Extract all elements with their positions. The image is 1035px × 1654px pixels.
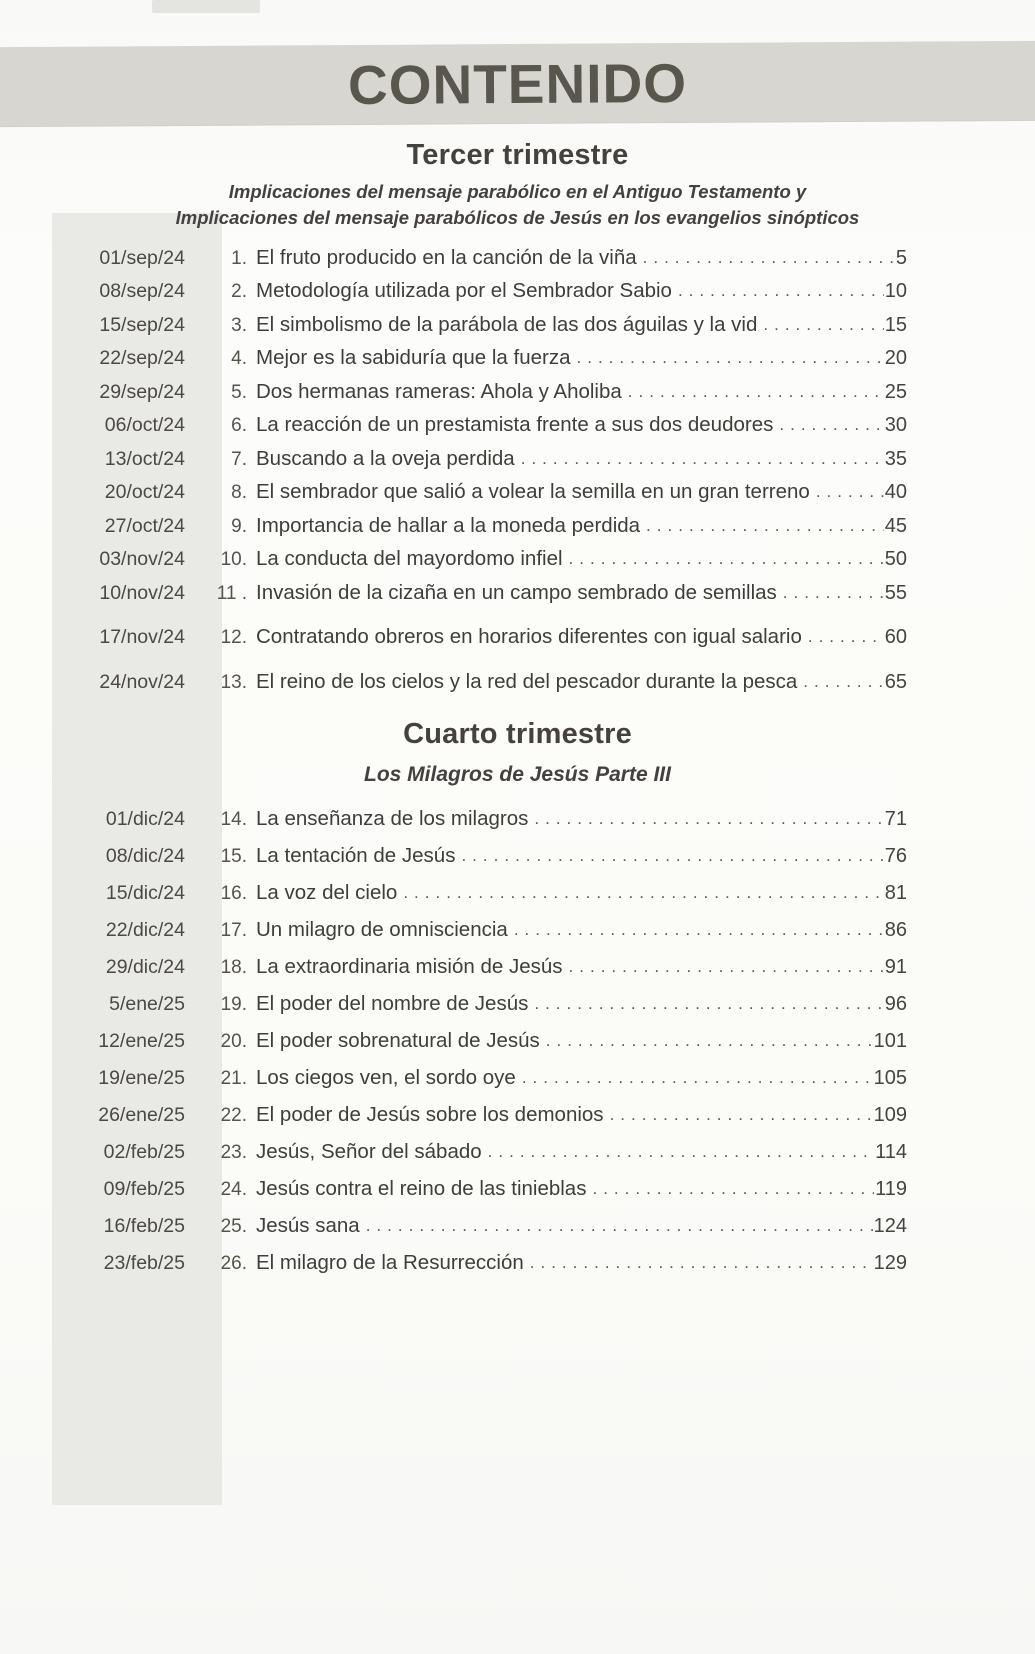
toc-page-number: 30: [884, 414, 907, 437]
toc-page-number: 109: [873, 1103, 907, 1126]
toc-title: El reino de los cielos y la red del pescador durante la pesca: [256, 669, 798, 693]
toc-title: Contratando obreros en horarios diferentes con igual salario: [256, 625, 802, 649]
table-row: [0, 547, 1035, 581]
toc-page-number: 91: [884, 955, 907, 978]
scan-smudge: [152, 0, 260, 13]
toc-dots-leader: [569, 549, 884, 569]
toc-title: La conducta del mayordomo infiel: [256, 547, 563, 571]
toc-title: Invasión de la cizaña en un campo sembrado de semillas: [256, 580, 777, 604]
toc-dots-leader: [403, 883, 883, 903]
toc-date: 20/oct/24: [104, 481, 185, 504]
toc-date: 15/dic/24: [105, 881, 185, 904]
toc-title: El simbolismo de la parábola de las dos águilas y la vid: [256, 312, 758, 336]
toc-page-number: 45: [884, 514, 907, 537]
toc-number: 11 .: [216, 582, 247, 604]
toc-page-number: 40: [884, 481, 907, 504]
table-row: [0, 480, 1035, 514]
toc-dots-leader: [461, 846, 883, 866]
toc-number: 12.: [220, 627, 247, 649]
toc-title: El milagro de la Resurrección: [256, 1250, 524, 1274]
toc-title: El poder del nombre de Jesús: [256, 991, 529, 1015]
table-row: [0, 346, 1035, 380]
table-row: [0, 1140, 1035, 1177]
table-row: [0, 918, 1035, 955]
toc-page-number: 124: [873, 1214, 907, 1237]
toc-number: 26.: [220, 1252, 247, 1274]
toc-dots-leader: [569, 957, 884, 977]
toc-date: 22/sep/24: [99, 347, 185, 370]
table-row: [0, 1214, 1035, 1251]
toc-date: 08/sep/24: [99, 280, 185, 303]
toc-page-number: 105: [873, 1066, 907, 1089]
toc-number: 15.: [220, 845, 247, 867]
toc-dots-leader: [514, 920, 884, 940]
toc-date: 26/ene/25: [98, 1103, 185, 1126]
toc-dots-leader: [610, 1105, 873, 1125]
toc-date: 29/dic/24: [105, 955, 185, 978]
toc-page-number: 96: [884, 992, 907, 1015]
toc-number: 17.: [220, 919, 247, 941]
toc-rows: [0, 807, 1035, 1288]
toc-date: 01/sep/24: [99, 246, 185, 269]
toc-page-number: 71: [884, 807, 907, 830]
toc-dots-leader: [803, 672, 883, 692]
toc-title: Mejor es la sabiduría que la fuerza: [256, 346, 571, 370]
toc-dots-leader: [592, 1179, 874, 1199]
toc-page-number: 35: [884, 447, 907, 470]
toc-number: 5.: [231, 381, 247, 403]
toc-number: 16.: [220, 882, 247, 904]
toc-title: Jesús sana: [256, 1213, 360, 1237]
toc-date: 19/ene/25: [98, 1066, 185, 1089]
toc-number: 2.: [231, 281, 247, 303]
toc-dots-leader: [783, 583, 884, 603]
toc-page-number: 129: [873, 1251, 907, 1274]
toc-date: 06/oct/24: [104, 414, 185, 437]
table-row: [0, 514, 1035, 548]
page-header-band: [0, 41, 1035, 126]
toc-date: 12/ene/25: [98, 1029, 185, 1052]
toc-date: 5/ene/25: [109, 992, 185, 1015]
toc-date: 24/nov/24: [99, 670, 185, 693]
toc-number: 4.: [231, 348, 247, 370]
toc-date: 22/dic/24: [105, 918, 185, 941]
table-row: [0, 625, 1035, 659]
toc-title: El poder sobrenatural de Jesús: [256, 1028, 540, 1052]
table-row: [0, 807, 1035, 844]
toc-title: La enseñanza de los milagros: [256, 806, 529, 830]
toc-page-number: 10: [884, 280, 907, 303]
table-row: [0, 881, 1035, 918]
toc-number: 22.: [220, 1104, 247, 1126]
toc-dots-leader: [488, 1142, 874, 1162]
toc-dots-leader: [816, 482, 884, 502]
toc-page-number: 25: [884, 380, 907, 403]
toc-date: 08/dic/24: [105, 844, 185, 867]
table-row: [0, 581, 1035, 615]
toc-page-number: 20: [884, 347, 907, 370]
table-row: [0, 844, 1035, 881]
toc-dots-leader: [646, 516, 884, 536]
section-tercer-trimestre: [0, 139, 1035, 703]
table-row: [0, 447, 1035, 481]
toc-page-number: 76: [884, 844, 907, 867]
toc-dots-leader: [678, 281, 884, 301]
toc-date: 03/nov/24: [99, 548, 185, 571]
toc-dots-leader: [546, 1031, 873, 1051]
toc-title: La extraordinaria misión de Jesús: [256, 954, 563, 978]
toc-date: 17/nov/24: [99, 626, 185, 649]
toc-title: Importancia de hallar a la moneda perdida: [256, 513, 641, 537]
toc-title: Jesús, Señor del sábado: [256, 1139, 482, 1163]
toc-page-number: 119: [875, 1177, 907, 1200]
toc-dots-leader: [366, 1216, 873, 1236]
toc-page-number: 55: [884, 581, 907, 604]
toc-content: [0, 139, 1035, 1288]
table-row: [0, 413, 1035, 447]
table-row: [0, 279, 1035, 313]
table-row: [0, 1177, 1035, 1214]
toc-date: 29/sep/24: [99, 380, 185, 403]
toc-number: 3.: [231, 314, 247, 336]
toc-title: La voz del cielo: [256, 880, 398, 904]
toc-date: 10/nov/24: [99, 581, 185, 604]
toc-title: Buscando a la oveja perdida: [256, 446, 515, 470]
toc-date: 23/feb/25: [103, 1251, 185, 1274]
toc-number: 14.: [220, 808, 247, 830]
toc-page-number: 86: [884, 918, 907, 941]
toc-page-number: 50: [884, 548, 907, 571]
table-row: [0, 1103, 1035, 1140]
toc-number: 18.: [220, 956, 247, 978]
toc-date: 09/feb/25: [103, 1177, 185, 1200]
toc-number: 1.: [231, 247, 247, 269]
toc-date: 01/dic/24: [105, 807, 185, 830]
toc-number: 20.: [220, 1030, 247, 1052]
toc-title: El sembrador que salió a volear la semilla en un gran terreno: [256, 480, 810, 504]
toc-title: Un milagro de omnisciencia: [256, 917, 508, 941]
toc-number: 23.: [220, 1141, 247, 1163]
page-title: CONTENIDO: [347, 51, 688, 116]
toc-dots-leader: [763, 315, 883, 335]
toc-page-number: 65: [884, 670, 907, 693]
table-row: [0, 1029, 1035, 1066]
toc-date: 15/sep/24: [99, 313, 185, 336]
toc-number: 19.: [220, 993, 247, 1015]
table-row: [0, 955, 1035, 992]
table-row: [0, 380, 1035, 414]
toc-number: 6.: [231, 415, 247, 437]
toc-dots-leader: [521, 449, 884, 469]
section-subtitle-line: Los Milagros de Jesús Parte III: [364, 763, 671, 787]
toc-title: Jesús contra el reino de las tinieblas: [256, 1176, 587, 1200]
toc-title: Los ciegos ven, el sordo oye: [256, 1065, 516, 1089]
section-subtitle-line: Implicaciones del mensaje parabólicos de Jesús en los evangelios sinópticos: [175, 206, 860, 228]
toc-page-number: 60: [884, 626, 907, 649]
toc-dots-leader: [534, 809, 883, 829]
section-heading: Tercer trimestre: [406, 139, 629, 171]
table-row: [0, 670, 1035, 704]
toc-date: 13/oct/24: [104, 447, 185, 470]
toc-number: 8.: [231, 482, 247, 504]
toc-date: 27/oct/24: [104, 514, 185, 537]
toc-title: El poder de Jesús sobre los demonios: [256, 1102, 604, 1126]
toc-number: 13.: [220, 671, 247, 693]
toc-dots-leader: [577, 348, 884, 368]
toc-title: Metodología utilizada por el Sembrador Sabio: [256, 279, 672, 303]
table-row: [0, 992, 1035, 1029]
toc-date: 02/feb/25: [103, 1140, 185, 1163]
toc-page-number: 114: [875, 1140, 907, 1163]
toc-dots-leader: [808, 627, 884, 647]
toc-dots-leader: [643, 248, 895, 268]
toc-dots-leader: [522, 1068, 873, 1088]
toc-page-number: 81: [884, 881, 907, 904]
toc-number: 10.: [220, 549, 247, 571]
toc-title: El fruto producido en la canción de la viña: [256, 245, 637, 269]
toc-number: 9.: [231, 515, 247, 537]
section-cuarto-trimestre: [0, 718, 1035, 1287]
toc-rows: [0, 246, 1035, 704]
toc-number: 7.: [231, 448, 247, 470]
toc-page-number: 5: [895, 246, 907, 269]
toc-dots-leader: [534, 994, 883, 1014]
section-subtitle-line: Implicaciones del mensaje parabólico en el Antiguo Testamento y: [228, 181, 807, 202]
table-row: [0, 1251, 1035, 1288]
toc-number: 24.: [220, 1178, 247, 1200]
section-heading: Cuarto trimestre: [403, 718, 632, 751]
toc-date: 16/feb/25: [103, 1214, 185, 1237]
toc-dots-leader: [530, 1253, 873, 1273]
table-row: [0, 246, 1035, 280]
toc-title: Dos hermanas rameras: Ahola y Aholiba: [256, 379, 622, 403]
table-row: [0, 1066, 1035, 1103]
toc-dots-leader: [628, 382, 884, 402]
toc-title: La tentación de Jesús: [256, 843, 456, 867]
toc-dots-leader: [779, 415, 883, 435]
toc-number: 25.: [220, 1215, 247, 1237]
table-row: [0, 313, 1035, 347]
toc-page-number: 101: [873, 1029, 907, 1052]
toc-title: La reacción de un prestamista frente a sus dos deudores: [256, 413, 774, 437]
toc-number: 21.: [220, 1067, 247, 1089]
toc-page-number: 15: [884, 313, 907, 336]
